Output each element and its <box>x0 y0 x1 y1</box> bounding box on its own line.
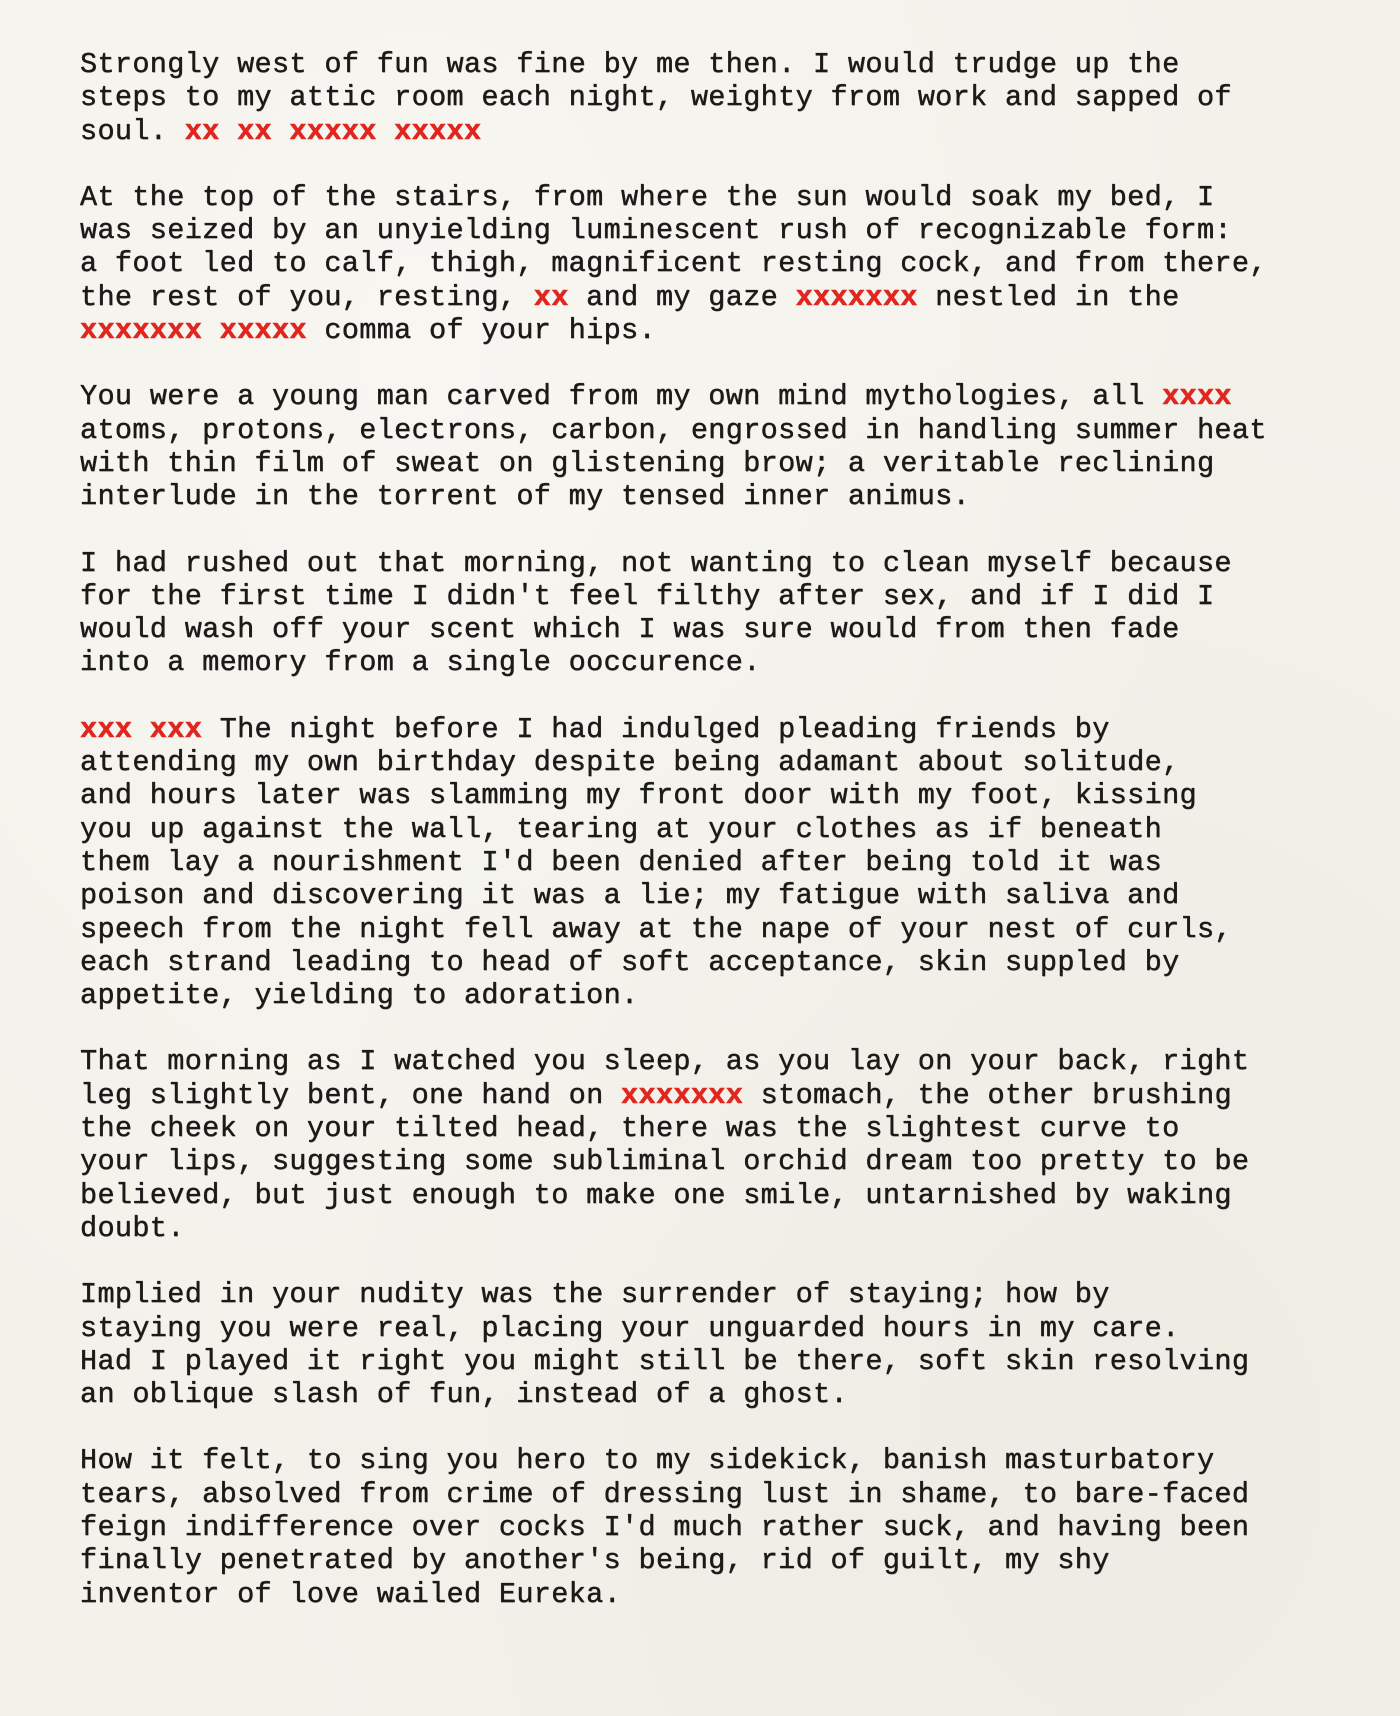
text-segment: atoms, protons, electrons, carbon, engrossed in handling summer heat <box>80 413 1267 447</box>
text-segment: interlude in the torrent of my tensed inner animus. <box>80 480 971 514</box>
text-segment: attending my own birthday despite being adamant about solitude, <box>80 746 1180 780</box>
text-segment: the rest of you, resting, <box>80 280 534 314</box>
text-segment: them lay a nourishment I'd been denied after being told it was <box>80 845 1163 879</box>
paragraph <box>80 380 1330 513</box>
paragraph <box>80 1444 1330 1610</box>
text-segment: steps to my attic room each night, weighty from work and sapped of <box>80 81 1232 115</box>
text-segment: and my gaze <box>568 280 796 314</box>
text-line <box>80 713 1330 746</box>
text-line <box>80 1312 1330 1345</box>
paragraph <box>80 181 1330 347</box>
text-segment: staying you were real, placing your unguarded hours in my care. <box>80 1311 1180 1345</box>
text-segment: believed, but just enough to make one smile, untarnished by waking <box>80 1178 1232 1212</box>
text-segment: and hours later was slamming my front door with my foot, kissing <box>80 779 1197 813</box>
text-segment: Implied in your nudity was the surrender of staying; how by <box>80 1278 1110 1312</box>
text-line <box>80 1378 1330 1411</box>
text-segment: That morning as I watched you sleep, as you lay on your back, right <box>80 1045 1250 1079</box>
text-segment: the cheek on your tilted head, there was the slightest curve to <box>80 1112 1180 1146</box>
struck-out-text: xxxxxxx <box>795 280 918 314</box>
text-line <box>80 1345 1330 1378</box>
text-line <box>80 480 1330 513</box>
text-line <box>80 813 1330 846</box>
text-segment: doubt. <box>80 1211 185 1245</box>
text-line <box>80 181 1330 214</box>
text-segment: Had I played it right you might still be there, soft skin resolving <box>80 1344 1250 1378</box>
text-line <box>80 646 1330 679</box>
paragraph <box>80 1045 1330 1245</box>
text-line <box>80 380 1330 413</box>
text-line <box>80 1444 1330 1477</box>
text-line <box>80 414 1330 447</box>
text-line <box>80 1544 1330 1577</box>
text-line <box>80 1112 1330 1145</box>
text-segment: poison and discovering it was a lie; my fatigue with saliva and <box>80 879 1180 913</box>
text-segment: an oblique slash of fun, instead of a ghost. <box>80 1378 848 1412</box>
text-line <box>80 247 1330 280</box>
text-line <box>80 115 1330 148</box>
text-line <box>80 81 1330 114</box>
text-segment: speech from the night fell away at the nape of your nest of curls, <box>80 912 1232 946</box>
text-segment: each strand leading to head of soft acceptance, skin suppled by <box>80 945 1180 979</box>
text-line <box>80 879 1330 912</box>
paragraph <box>80 48 1330 148</box>
text-line <box>80 281 1330 314</box>
text-line <box>80 48 1330 81</box>
text-line <box>80 1212 1330 1245</box>
document-body <box>80 48 1330 1611</box>
text-segment: feign indifference over cocks I'd much rather suck, and having been <box>80 1510 1250 1544</box>
text-line <box>80 214 1330 247</box>
text-segment: would wash off your scent which I was sure would from then fade <box>80 613 1180 647</box>
text-segment: stomach, the other brushing <box>743 1078 1232 1112</box>
text-segment: your lips, suggesting some subliminal orchid dream too pretty to be <box>80 1145 1250 1179</box>
text-segment: with thin film of sweat on glistening brow; a veritable reclining <box>80 446 1215 480</box>
text-segment: nestled in the <box>917 280 1180 314</box>
text-segment: soul. <box>80 114 185 148</box>
text-segment: comma of your hips. <box>306 314 656 348</box>
text-line <box>80 580 1330 613</box>
paragraph <box>80 547 1330 680</box>
struck-out-text: xxxxxxx xxxxx <box>80 314 307 348</box>
struck-out-text: xx xx xxxxx xxxxx <box>184 114 482 148</box>
text-segment: Strongly west of fun was fine by me then. I would trudge up the <box>80 48 1180 81</box>
text-segment: you up against the wall, tearing at your clothes as if beneath <box>80 812 1163 846</box>
text-segment: You were a young man carved from my own mind mythologies, all <box>80 380 1163 414</box>
text-segment: I had rushed out that morning, not wanting to clean myself because <box>80 546 1232 580</box>
text-line <box>80 1478 1330 1511</box>
struck-out-text: xxxxxxx <box>621 1078 744 1112</box>
text-segment: leg slightly bent, one hand on <box>80 1078 622 1112</box>
text-line <box>80 547 1330 580</box>
text-line <box>80 979 1330 1012</box>
text-line <box>80 1278 1330 1311</box>
text-line <box>80 779 1330 812</box>
text-line <box>80 1511 1330 1544</box>
text-segment: inventor of love wailed Eureka. <box>80 1577 622 1611</box>
text-line <box>80 613 1330 646</box>
text-segment: into a memory from a single ooccurence. <box>80 646 761 680</box>
text-line <box>80 1145 1330 1178</box>
text-segment: finally penetrated by another's being, rid of guilt, my shy <box>80 1544 1110 1578</box>
text-segment: The night before I had indulged pleading friends by <box>202 712 1110 746</box>
text-segment: appetite, yielding to adoration. <box>80 979 639 1013</box>
text-line <box>80 1179 1330 1212</box>
text-line <box>80 1079 1330 1112</box>
text-line <box>80 314 1330 347</box>
struck-out-text: xxxx <box>1162 380 1232 414</box>
text-line <box>80 746 1330 779</box>
paragraph <box>80 713 1330 1013</box>
text-segment: for the first time I didn't feel filthy after sex, and if I did I <box>80 579 1215 613</box>
text-line <box>80 1045 1330 1078</box>
text-line <box>80 846 1330 879</box>
text-segment: At the top of the stairs, from where the sun would soak my bed, I <box>80 180 1215 214</box>
text-segment: a foot led to calf, thigh, magnificent resting cock, and from there, <box>80 247 1267 281</box>
text-segment: was seized by an unyielding luminescent rush of recognizable form: <box>80 214 1232 248</box>
struck-out-text: xxx xxx <box>80 712 203 746</box>
text-segment: How it felt, to sing you hero to my sidekick, banish masturbatory <box>80 1444 1215 1478</box>
text-line <box>80 913 1330 946</box>
text-segment: tears, absolved from crime of dressing lust in shame, to bare-faced <box>80 1477 1250 1511</box>
text-line <box>80 447 1330 480</box>
text-line <box>80 946 1330 979</box>
struck-out-text: xx <box>533 280 569 314</box>
paragraph <box>80 1278 1330 1411</box>
text-line <box>80 1578 1330 1611</box>
